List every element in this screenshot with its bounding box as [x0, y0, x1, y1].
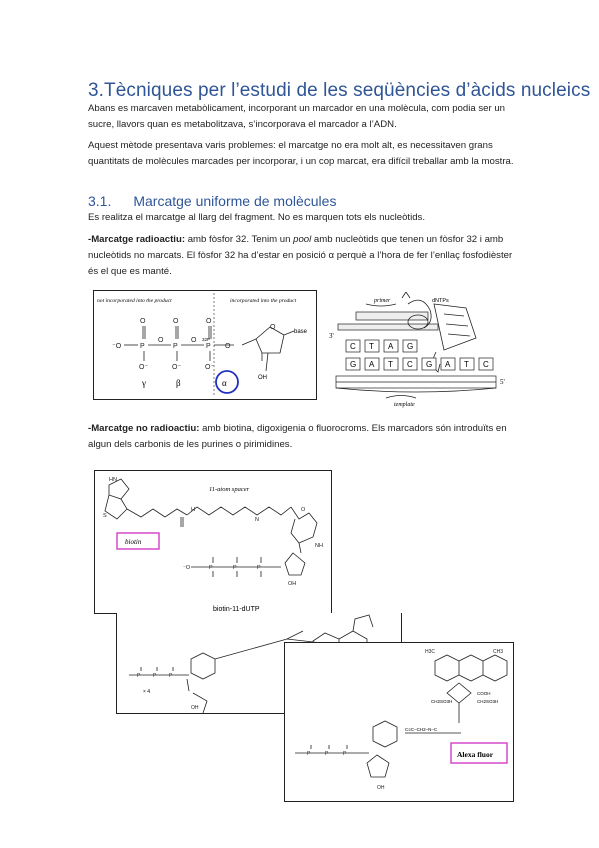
- dig-note: × 4: [143, 689, 151, 695]
- svg-text:P: P: [257, 565, 261, 571]
- top-base-letter: T: [369, 342, 374, 351]
- svg-text:O: O: [225, 343, 231, 350]
- svg-text:O: O: [206, 318, 212, 325]
- dntps-label: dNTPs: [432, 298, 449, 304]
- bottom-base-letter: G: [426, 360, 433, 369]
- polymerase-figure: [326, 292, 520, 412]
- svg-text:O: O: [173, 318, 179, 325]
- alexa-svg: [285, 643, 513, 801]
- alexa-group-3: CH2SO3H: [477, 699, 499, 704]
- svg-text:OH: OH: [377, 785, 385, 791]
- p32-label: 32P: [202, 337, 211, 342]
- alexa-group-1: CH2SO3H: [431, 699, 453, 704]
- svg-text:CH3: CH3: [493, 649, 504, 655]
- svg-text:O: O: [158, 337, 164, 344]
- top-base-letter: A: [388, 342, 394, 351]
- svg-text:S: S: [103, 513, 107, 519]
- paragraph-1: Abans es marcaven metabòlicament, incorporant un marcador en una molècula, com podia ser un sucre, llavors quan es metabolitzava, s’incorporava el marcador a l’ADN.: [88, 103, 506, 130]
- svg-text:O: O: [140, 318, 146, 325]
- bottom-base-letter: A: [445, 360, 451, 369]
- svg-text:P: P: [325, 751, 329, 757]
- svg-text:O: O: [191, 337, 197, 344]
- biotin-label: biotin: [125, 538, 142, 546]
- top-base-letter: C: [350, 342, 356, 351]
- spacer-label: 11-atom spacer: [209, 486, 250, 493]
- top-bases: [346, 340, 417, 352]
- subsection-number: 3.1.: [88, 193, 112, 209]
- svg-text:H3C: H3C: [425, 649, 436, 655]
- section-title: Tècniques per l’estudi de les seqüències d’àcids nucleics: [104, 80, 591, 101]
- beta-label: β: [176, 378, 181, 388]
- subsection-title: Marcatge uniforme de molècules: [133, 193, 337, 209]
- bottom-base-letter: T: [388, 360, 393, 369]
- svg-text:O⁻: O⁻: [205, 364, 215, 371]
- bottom-base-letter: T: [464, 360, 469, 369]
- biotin-caption: biotin-11-dUTP: [213, 606, 260, 613]
- svg-text:OH: OH: [191, 705, 199, 711]
- alexa-group-2: COOH: [477, 691, 491, 696]
- svg-text:O⁻: O⁻: [172, 364, 182, 371]
- bottom-base-letter: G: [350, 360, 357, 369]
- not-incorporated-label: not incorporated into the product: [97, 298, 172, 304]
- radioactive-text-2: amb nucleòtids que tenen un fòsfor 32 i amb nucleòtids no marcats. El fòsfor 32 ha d’estar en posició α perquè a l’hora de fer l’enllaç fosfodièster és el que es manté.: [88, 234, 513, 277]
- svg-text:P: P: [233, 565, 237, 571]
- nonradioactive-term: -Marcatge no radioactiu:: [88, 423, 200, 434]
- svg-text:P: P: [343, 751, 347, 757]
- svg-text:⁻O: ⁻O: [112, 343, 122, 350]
- svg-text:P: P: [153, 673, 157, 679]
- triphosphate-svg: [94, 291, 316, 399]
- svg-text:O⁻: O⁻: [139, 364, 149, 371]
- template-label: template: [394, 402, 415, 408]
- svg-text:OH: OH: [288, 581, 297, 587]
- alexa-panel: [284, 642, 514, 802]
- alexa-group-4: C≡C–CH2–N–C: [405, 727, 438, 732]
- svg-text:P: P: [173, 343, 178, 350]
- svg-text:H: H: [191, 507, 195, 513]
- three-prime-top: 3': [329, 332, 334, 340]
- triphosphate-figure: [93, 290, 317, 400]
- svg-text:P: P: [307, 751, 311, 757]
- subsection-intro: Es realitza el marcatge al llarg del fragment. No es marquen tots els nucleòtids.: [88, 212, 426, 223]
- svg-text:⁻O: ⁻O: [183, 565, 191, 571]
- bottom-bases: [346, 358, 493, 370]
- paragraph-2: Aquest mètode presentava varis problemes: el marcatge no era molt alt, es necessitaven grans quantitats de molècules marcades per incorporar, i un cop marcat, era difícil treballar amb la mostra.: [88, 140, 514, 167]
- radioactive-paragraph: [88, 232, 518, 280]
- polymerase-svg: [326, 292, 520, 412]
- svg-text:P: P: [206, 343, 211, 350]
- radioactive-text-1: amb fòsfor 32. Tenim un: [185, 234, 294, 245]
- svg-text:P: P: [140, 343, 145, 350]
- primer-label: primer: [374, 298, 391, 304]
- top-base-letter: G: [407, 342, 414, 351]
- svg-text:O: O: [301, 507, 306, 513]
- base-label: base: [294, 329, 308, 335]
- five-prime-bottom: 5': [500, 378, 505, 386]
- svg-text:P: P: [169, 673, 173, 679]
- section-number: 3.: [88, 80, 105, 101]
- incorporated-label: incorporated into the product: [230, 298, 297, 304]
- svg-text:N: N: [255, 517, 259, 523]
- radioactive-term: -Marcatge radioactiu:: [88, 234, 186, 245]
- pool-term: pool: [293, 234, 312, 245]
- section-heading: [88, 80, 590, 102]
- alpha-label: α: [222, 378, 227, 388]
- subsection-heading: [88, 193, 336, 209]
- gamma-label: γ: [142, 378, 146, 388]
- alpha-circle: [216, 371, 238, 393]
- bottom-base-letter: A: [369, 360, 375, 369]
- nonradioactive-paragraph: [88, 421, 518, 453]
- biotin-svg: [95, 471, 331, 613]
- svg-text:NH: NH: [315, 543, 323, 549]
- svg-text:P: P: [137, 673, 141, 679]
- bottom-base-letter: C: [407, 360, 413, 369]
- alexa-label: Alexa fluor: [457, 750, 494, 759]
- biotin-panel: [94, 470, 332, 614]
- svg-text:P: P: [209, 565, 213, 571]
- nonradioactive-text: amb biotina, digoxigenia o fluorocroms. Els marcadors són introduïts en algun dels carbonis de les purines o pirimidines.: [88, 423, 507, 450]
- bottom-base-letter: C: [483, 360, 489, 369]
- oh-label: OH: [258, 375, 267, 381]
- svg-text:O: O: [270, 324, 276, 331]
- svg-text:HN: HN: [109, 477, 117, 483]
